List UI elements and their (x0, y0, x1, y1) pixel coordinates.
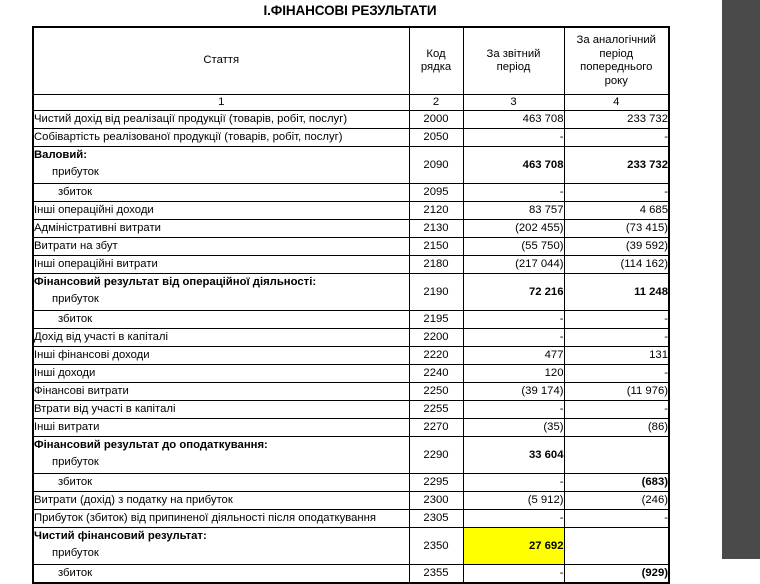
cell-previous-period: (246) (564, 492, 669, 510)
cell-previous-period: - (564, 510, 669, 528)
cell-row-code: 2240 (409, 365, 463, 383)
cell-previous-period: 233 732 (564, 111, 669, 129)
cell-article: збиток (33, 311, 409, 329)
cell-row-code: 2300 (409, 492, 463, 510)
cell-row-code: 2195 (409, 311, 463, 329)
cell-row-code: 2120 (409, 202, 463, 220)
table-row (33, 202, 669, 220)
cell-row-code: 2355 (409, 565, 463, 584)
cell-article: Витрати (дохід) з податку на прибуток (33, 492, 409, 510)
cell-row-code: 2130 (409, 220, 463, 238)
table-row (33, 492, 669, 510)
header-row (33, 27, 669, 95)
header-previous-line4: року (604, 74, 628, 87)
header-article: Стаття (33, 27, 409, 95)
cell-current-period: 477 (463, 347, 564, 365)
cell-row-code: 2295 (409, 474, 463, 492)
cell-previous-period: (11 976) (564, 383, 669, 401)
header-previous-line2: період (599, 47, 634, 60)
header-code (409, 27, 463, 95)
table-row (33, 347, 669, 365)
table-row (33, 256, 669, 274)
cell-current-period: (5 912) (463, 492, 564, 510)
cell-current-period: - (463, 329, 564, 347)
cell-article: Витрати на збут (33, 238, 409, 256)
cell-article: Інші фінансові доходи (33, 347, 409, 365)
group-label: Фінансовий результат від операційної діяльності: (34, 276, 317, 288)
article-label: прибуток (52, 166, 99, 178)
cell-article: Прибуток (збиток) від припиненої діяльності після оподаткування (33, 510, 409, 528)
cell-article: Собівартість реалізованої продукції (товарів, робіт, послуг) (33, 129, 409, 147)
cell-current-period: - (463, 401, 564, 419)
cell-previous-period: (929) (564, 565, 669, 584)
table-row (33, 565, 669, 584)
cell-current-period: 463 708 (463, 147, 564, 184)
column-number-1: 1 (33, 95, 409, 111)
cell-current-period: 33 604 (463, 437, 564, 474)
cell-row-code: 2350 (409, 528, 463, 565)
cell-previous-period: (86) (564, 419, 669, 437)
cell-current-period: - (463, 510, 564, 528)
article-label: прибуток (52, 456, 99, 468)
cell-article (33, 274, 409, 311)
cell-current-period: (35) (463, 419, 564, 437)
cell-previous-period: (39 592) (564, 238, 669, 256)
cell-article (33, 437, 409, 474)
cell-row-code: 2050 (409, 129, 463, 147)
cell-row-code: 2270 (409, 419, 463, 437)
table-row (33, 184, 669, 202)
cell-current-period: 72 216 (463, 274, 564, 311)
cell-row-code: 2255 (409, 401, 463, 419)
cell-previous-period: 233 732 (564, 147, 669, 184)
cell-previous-period: 11 248 (564, 274, 669, 311)
cell-previous-period: - (564, 129, 669, 147)
cell-current-period: (202 455) (463, 220, 564, 238)
cell-article: збиток (33, 565, 409, 584)
table-row (33, 510, 669, 528)
header-code-line1: Код (426, 47, 446, 60)
group-label: Фінансовий результат до оподаткування: (34, 439, 268, 451)
cell-previous-period: (114 162) (564, 256, 669, 274)
cell-current-period: 120 (463, 365, 564, 383)
header-current-period (463, 27, 564, 95)
header-current-line2: період (496, 61, 531, 73)
right-edge-strip (722, 0, 760, 559)
table-row (33, 311, 669, 329)
cell-current-period: 83 757 (463, 202, 564, 220)
cell-article: Дохід від участі в капіталі (33, 329, 409, 347)
table-row (33, 111, 669, 129)
header-previous-line3: попереднього (580, 61, 653, 73)
cell-article: Інші операційні витрати (33, 256, 409, 274)
table-row (33, 419, 669, 437)
table-row (33, 329, 669, 347)
header-current-line1: За звітний (486, 47, 541, 60)
cell-previous-period: (73 415) (564, 220, 669, 238)
cell-row-code: 2220 (409, 347, 463, 365)
cell-row-code: 2150 (409, 238, 463, 256)
cell-article: Інші доходи (33, 365, 409, 383)
cell-article: Чистий дохід від реалізації продукції (товарів, робіт, послуг) (33, 111, 409, 129)
table-row (33, 238, 669, 256)
table-row (33, 274, 669, 311)
group-label: Чистий фінансовий результат: (34, 530, 207, 542)
table-row (33, 474, 669, 492)
cell-current-period: - (463, 129, 564, 147)
cell-current-period: - (463, 565, 564, 584)
cell-row-code: 2190 (409, 274, 463, 311)
cell-row-code: 2200 (409, 329, 463, 347)
cell-article: Адміністративні витрати (33, 220, 409, 238)
cell-previous-period: - (564, 365, 669, 383)
table-row (33, 147, 669, 184)
cell-article: Інші операційні доходи (33, 202, 409, 220)
table-row (33, 129, 669, 147)
cell-current-period: (39 174) (463, 383, 564, 401)
cell-row-code: 2095 (409, 184, 463, 202)
cell-previous-period: - (564, 329, 669, 347)
cell-article (33, 147, 409, 184)
table-row (33, 401, 669, 419)
column-number-2: 2 (409, 95, 463, 111)
cell-previous-period (564, 437, 669, 474)
cell-previous-period: 4 685 (564, 202, 669, 220)
cell-current-period: (55 750) (463, 238, 564, 256)
cell-previous-period: (683) (564, 474, 669, 492)
cell-current-period: - (463, 474, 564, 492)
cell-row-code: 2305 (409, 510, 463, 528)
cell-current-period: (217 044) (463, 256, 564, 274)
cell-article: збиток (33, 474, 409, 492)
cell-article: Інші витрати (33, 419, 409, 437)
table-row (33, 383, 669, 401)
financial-results-table (32, 26, 670, 584)
cell-previous-period: 131 (564, 347, 669, 365)
cell-previous-period: - (564, 401, 669, 419)
column-number-3: 3 (463, 95, 564, 111)
cell-current-period: - (463, 184, 564, 202)
cell-previous-period: - (564, 311, 669, 329)
page-title: I.ФІНАНСОВІ РЕЗУЛЬТАТИ (263, 3, 437, 18)
table-body (33, 111, 669, 584)
article-label: прибуток (52, 293, 99, 305)
header-previous-period (564, 27, 669, 95)
cell-article: Фінансові витрати (33, 383, 409, 401)
column-number-4: 4 (564, 95, 669, 111)
cell-article: Втрати від участі в капіталі (33, 401, 409, 419)
cell-current-period: 27 692 (463, 528, 564, 565)
article-label: прибуток (52, 547, 99, 559)
cell-row-code: 2090 (409, 147, 463, 184)
cell-previous-period: - (564, 184, 669, 202)
cell-article: збиток (33, 184, 409, 202)
table-row (33, 220, 669, 238)
cell-row-code: 2250 (409, 383, 463, 401)
cell-row-code: 2290 (409, 437, 463, 474)
table-header (33, 27, 669, 111)
header-previous-line1: За аналогічний (576, 34, 656, 46)
column-number-row (33, 95, 669, 111)
header-code-line2: рядка (420, 61, 452, 73)
group-label: Валовий: (34, 149, 87, 161)
cell-current-period: - (463, 311, 564, 329)
table-row (33, 437, 669, 474)
table-row (33, 365, 669, 383)
cell-row-code: 2180 (409, 256, 463, 274)
cell-row-code: 2000 (409, 111, 463, 129)
cell-current-period: 463 708 (463, 111, 564, 129)
